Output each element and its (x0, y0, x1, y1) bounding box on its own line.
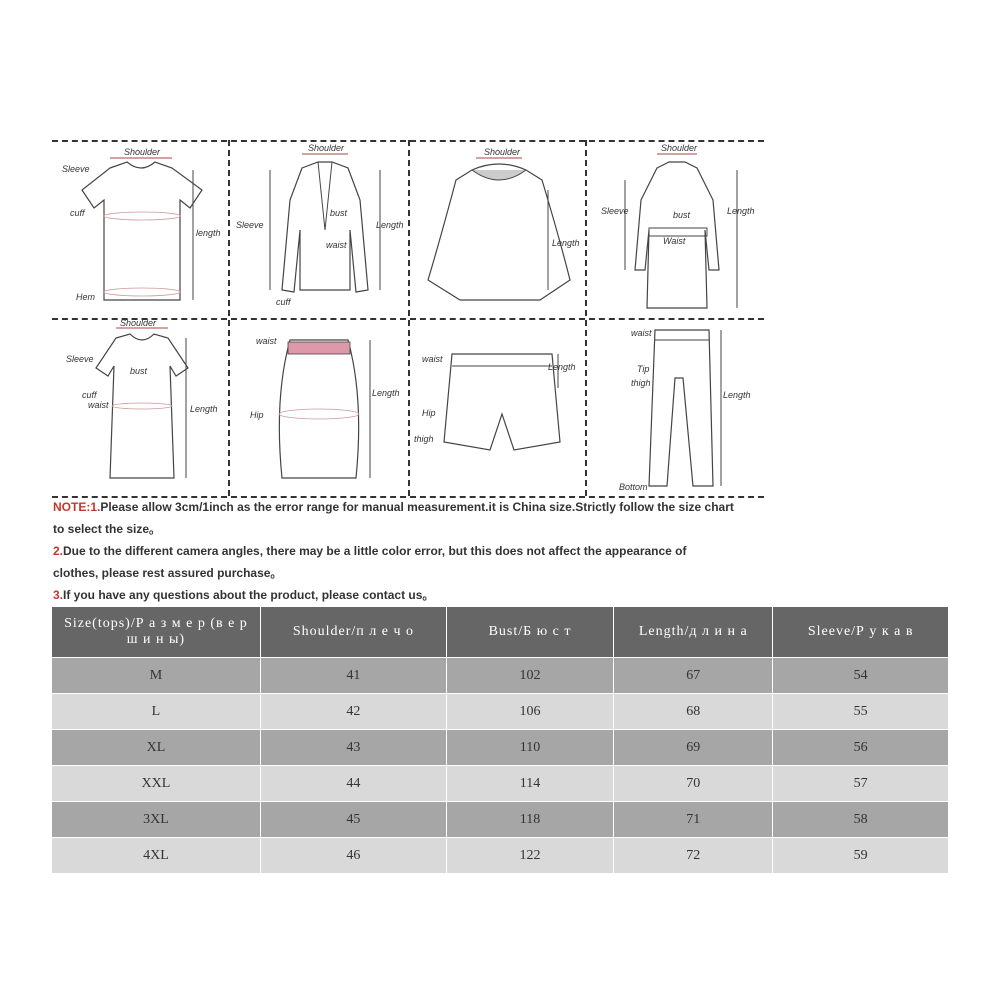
cell-sleeve: 55 (773, 694, 949, 730)
cell-shoulder: 45 (260, 802, 446, 838)
label-shoulder: Shoulder (124, 147, 161, 157)
note-1-text: Please allow 3cm/1inch as the error range for manual measurement.it is China size.Strictly follow the size chart (100, 500, 734, 514)
label-waist: waist (631, 328, 652, 338)
header-length: Length/д л и н а (614, 607, 773, 658)
cell-shoulder: 46 (260, 838, 446, 874)
label-bust: bust (673, 210, 691, 220)
label-sleeve: Sleeve (62, 164, 90, 174)
label-hip: Hip (250, 410, 264, 420)
label-shoulder: Shoulder (120, 318, 157, 328)
skirt-diagram (230, 318, 408, 496)
label-bust: bust (330, 208, 348, 218)
note-2-prefix: 2. (53, 544, 64, 558)
label-cuff: cuff (70, 208, 85, 218)
cell-sleeve: 58 (773, 802, 949, 838)
cell-size: M (52, 658, 261, 694)
label-tip: Tip (637, 364, 650, 374)
cell-length: 72 (614, 838, 773, 874)
label-length: length (196, 228, 221, 238)
note-2-text: Due to the different camera angles, there may be a little color error, but this does not affect the appearance of (63, 544, 687, 558)
label-length: Length (372, 388, 400, 398)
label-shoulder: Shoulder (661, 143, 698, 153)
label-sleeve: Sleeve (236, 220, 264, 230)
header-sleeve: Sleeve/Р у к а в (773, 607, 949, 658)
note-1-cont: to select the size。 (53, 522, 162, 536)
label-length: Length (376, 220, 404, 230)
trousers-diagram (587, 318, 765, 496)
cell-bust: 122 (446, 838, 613, 874)
label-length: Length (548, 362, 576, 372)
cell-sleeve: 57 (773, 766, 949, 802)
dress-diagram (52, 318, 230, 496)
label-cuff: cuff (82, 390, 97, 400)
label-bust: bust (130, 366, 148, 376)
cell-length: 68 (614, 694, 773, 730)
header-bust: Bust/Б ю с т (446, 607, 613, 658)
label-waist: waist (422, 354, 443, 364)
cell-bust: 114 (446, 766, 613, 802)
notes-block (53, 496, 773, 606)
cell-bust: 106 (446, 694, 613, 730)
cell-length: 70 (614, 766, 773, 802)
label-length: Length (727, 206, 755, 216)
tshirt-diagram (52, 140, 230, 318)
label-bottom: Bottom (619, 482, 648, 492)
cell-sleeve: 59 (773, 838, 949, 874)
cell-shoulder: 41 (260, 658, 446, 694)
header-shoulder: Shoulder/п л е ч о (260, 607, 446, 658)
cell-sleeve: 54 (773, 658, 949, 694)
cell-shoulder: 42 (260, 694, 446, 730)
size-table (51, 606, 949, 874)
label-cuff: cuff (276, 297, 291, 307)
coat-diagram (587, 140, 765, 318)
table-row (52, 730, 949, 766)
note-1-prefix: NOTE:1. (53, 500, 101, 514)
label-length: Length (552, 238, 580, 248)
note-1 (53, 496, 773, 518)
label-waist: waist (256, 336, 277, 346)
label-shoulder: Shoulder (308, 143, 345, 153)
shorts-diagram (410, 318, 588, 496)
cell-bust: 118 (446, 802, 613, 838)
cell-size: 3XL (52, 802, 261, 838)
label-thigh: thigh (414, 434, 434, 444)
table-header-row (52, 607, 949, 658)
cell-length: 69 (614, 730, 773, 766)
table-row (52, 658, 949, 694)
label-hem: Hem (76, 292, 96, 302)
cell-sleeve: 56 (773, 730, 949, 766)
label-waist: waist (88, 400, 109, 410)
label-sleeve: Sleeve (601, 206, 629, 216)
note-3-prefix: 3. (53, 588, 64, 602)
label-waist: Waist (663, 236, 686, 246)
note-2-cont: clothes, please rest assured purchase。 (53, 566, 283, 580)
cell-size: L (52, 694, 261, 730)
label-sleeve: Sleeve (66, 354, 94, 364)
label-thigh: thigh (631, 378, 651, 388)
cell-size: 4XL (52, 838, 261, 874)
size-diagram-grid (52, 140, 764, 496)
cell-shoulder: 44 (260, 766, 446, 802)
cell-length: 71 (614, 802, 773, 838)
table-row (52, 766, 949, 802)
label-hip: Hip (422, 408, 436, 418)
cell-bust: 102 (446, 658, 613, 694)
label-length: Length (190, 404, 218, 414)
note-3 (53, 584, 773, 606)
table-row (52, 838, 949, 874)
label-length: Length (723, 390, 751, 400)
table-row (52, 802, 949, 838)
header-size: Size(tops)/Р а з м е р (в е р ш и н ы) (52, 607, 261, 658)
note-2 (53, 540, 773, 562)
cell-size: XL (52, 730, 261, 766)
cell-size: XXL (52, 766, 261, 802)
blazer-diagram (230, 140, 408, 318)
table-row (52, 694, 949, 730)
cape-diagram (410, 140, 588, 318)
note-3-text: If you have any questions about the product, please contact us。 (63, 588, 435, 602)
cell-shoulder: 43 (260, 730, 446, 766)
cell-bust: 110 (446, 730, 613, 766)
label-shoulder: Shoulder (484, 147, 521, 157)
cell-length: 67 (614, 658, 773, 694)
label-waist: waist (326, 240, 347, 250)
